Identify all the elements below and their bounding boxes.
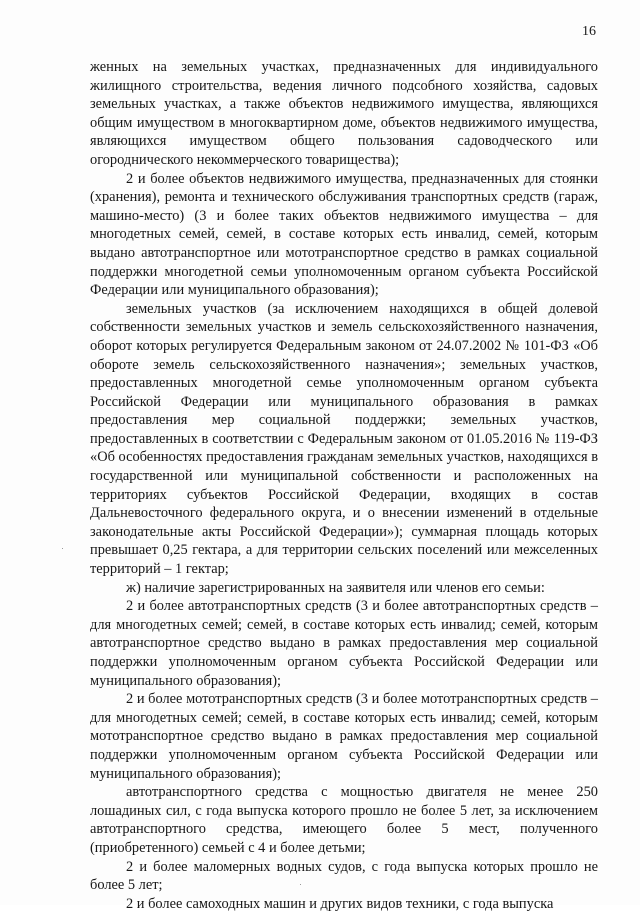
paragraph-land-plots: земельных участков (за исключением находящихся в общей долевой собственности земельных участков и земель сельскохозяйственного назначения, оборот которых регулируется Федеральным законом от 24.07.2002 № 101-ФЗ «Об обороте земель сельскохозяйственного назначения»; земельных участков, предоставленных многодетной семье уполномоченным органом субъекта Российской Федерации или муниципального образования в рамках предоставления мер социальной поддержки; земельных участков, предоставленных в соответствии с Федеральным законом от 01.05.2016 № 119-ФЗ «Об особенностях предоставления гражданам земельных участков, находящихся в государственной или муниципальной собственности и расположенных на территориях субъектов Российской Федерации, входящих в состав Дальневосточного федерального округа, и о внесении изменений в отдельные законодательные акты Российской Федерации»); суммарная площадь которых превышает 0,25 гектара, а для территории сельских поселений или межселенных территорий – 1 гектар; xyxy=(90,300,598,578)
scan-speck xyxy=(62,548,63,549)
paragraph-motor-vehicles: 2 и более автотранспортных средств (3 и более автотранспортных средств – для многодетных семей; семей, в составе которых есть инвалид; семей, которым автотранспортное средство выдано в рамках предоставления мер социальной поддержки уполномоченным органом субъекта Российской Федерации или муниципального образования); xyxy=(90,598,598,689)
paragraph-high-power-vehicle: автотранспортного средства с мощностью двигателя не менее 250 лошадиных сил, с года выпуска которого прошло не более 5 лет, за исключением автотранспортного средства, имеющего более 5 мест, полученного (приобретенного) семьей с 4 и более детьми; xyxy=(90,784,598,856)
paragraph-small-vessels: 2 и более маломерных водных судов, с года выпуска которых прошло не более 5 лет; xyxy=(90,858,598,894)
paragraph-motorcycles: 2 и более мототранспортных средств (3 и более мототранспортных средств – для многодетных семей; семей, в составе которых есть инвалид; семей, которым мототранспортное средство выдано в рамках предоставления мер социальной поддержки уполномоченным органом субъекта Российской Федерации или муниципального образования); xyxy=(90,691,598,782)
document-body xyxy=(90,58,598,913)
scan-speck xyxy=(300,884,301,885)
paragraph-self-propelled-machines: 2 и более самоходных машин и других видов техники, с года выпуска xyxy=(126,895,554,912)
paragraph-continuation: женных на земельных участках, предназначенных для индивидуального жилищного строительства, ведения личного подсобного хозяйства, садовых земельных участках, а также объектов недвижимого имущества, являющихся общим имуществом в многоквартирном доме, объектов недвижимого имущества, являющихся имуществом общего пользования садоводческого или огороднического некоммерческого товарищества); xyxy=(90,59,598,168)
paragraph-item-zh: ж) наличие зарегистрированных на заявителя или членов его семьи: xyxy=(126,579,545,596)
page-number: 16 xyxy=(582,24,596,39)
paragraph-parking-property: 2 и более объектов недвижимого имущества, предназначенных для стоянки (хранения), ремонта и технического обслуживания транспортных средств (гараж, машино-место) (3 и более таких объектов недвижимого имущества – для многодетных семей, семей, в составе которых есть инвалид, семей, которым выдано автотранспортное или мототранспортное средство в рамках социальной поддержки многодетной семьи уполномоченным органом субъекта Российской Федерации или муниципального образования); xyxy=(90,170,598,299)
